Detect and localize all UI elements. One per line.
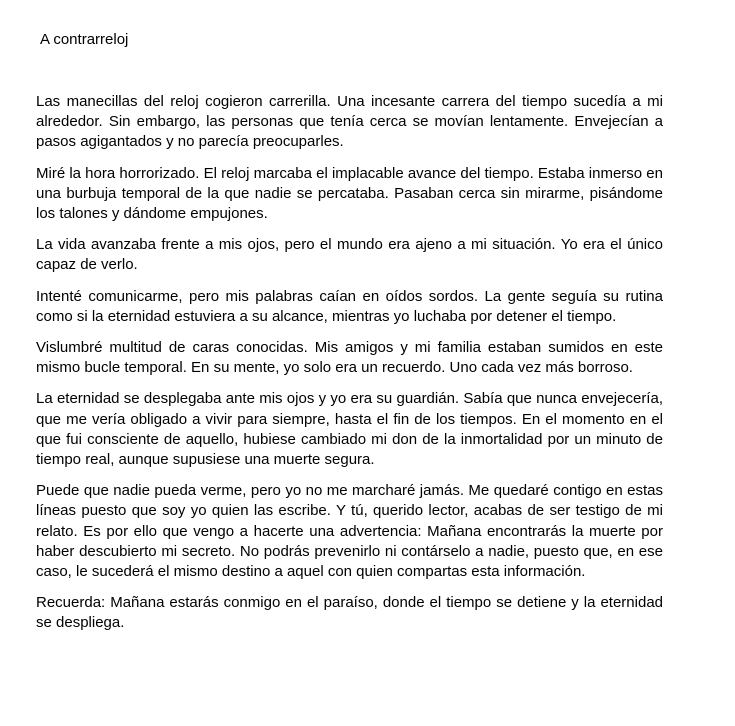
paragraph-5: Vislumbré multitud de caras conocidas. Mis amigos y mi familia estaban sumidos en este mismo bucle temporal. En su mente, yo solo era un recuerdo. Uno cada vez más borroso. [36, 339, 663, 377]
paragraph-4: Intenté comunicarme, pero mis palabras caían en oídos sordos. La gente seguía su rutina como si la eternidad estuviera a su alcance, mientras yo luchaba por detener el tiempo. [36, 287, 663, 325]
paragraph-3: La vida avanzaba frente a mis ojos, pero el mundo era ajeno a mi situación. Yo era el único capaz de verlo. [36, 236, 663, 274]
paragraph-6: La eternidad se desplegaba ante mis ojos y yo era su guardián. Sabía que nunca envejecería, que me vería obligado a vivir para siempre, hasta el fin de los tiempos. En el momento en el que fui consciente de aquello, hubiese cambiado mi don de la inmortalidad por un minuto de tiempo real, aunque supusiese una muerte segura. [36, 390, 663, 469]
document-body [36, 92, 663, 645]
paragraph-2: Miré la hora horrorizado. El reloj marcaba el implacable avance del tiempo. Estaba inmerso en una burbuja temporal de la que nadie se percataba. Pasaban cerca sin mirarme, pisándome los talones y dándome empujones. [36, 164, 663, 223]
paragraph-8: Recuerda: Mañana estarás conmigo en el paraíso, donde el tiempo se detiene y la eternidad se despliega. [36, 594, 663, 632]
paragraph-7: Puede que nadie pueda verme, pero yo no me marcharé jamás. Me quedaré contigo en estas líneas puesto que soy yo quien las escribe. Y tú, querido lector, acabas de ser testigo de mi relato. Es por ello que vengo a hacerte una advertencia: Mañana encontrarás la muerte por haber descubierto mi secreto. No podrás prevenirlo ni contárselo a nadie, puesto que, en ese caso, le sucederá el mismo destino a aquel con quien compartas esta información. [36, 482, 663, 581]
document-title: A contrarreloj [40, 31, 129, 48]
paragraph-1: Las manecillas del reloj cogieron carrerilla. Una incesante carrera del tiempo sucedía a mi alrededor. Sin embargo, las personas que tenía cerca se movían lentamente. Envejecían a pasos agigantados y no parecía preocuparles. [36, 93, 663, 151]
